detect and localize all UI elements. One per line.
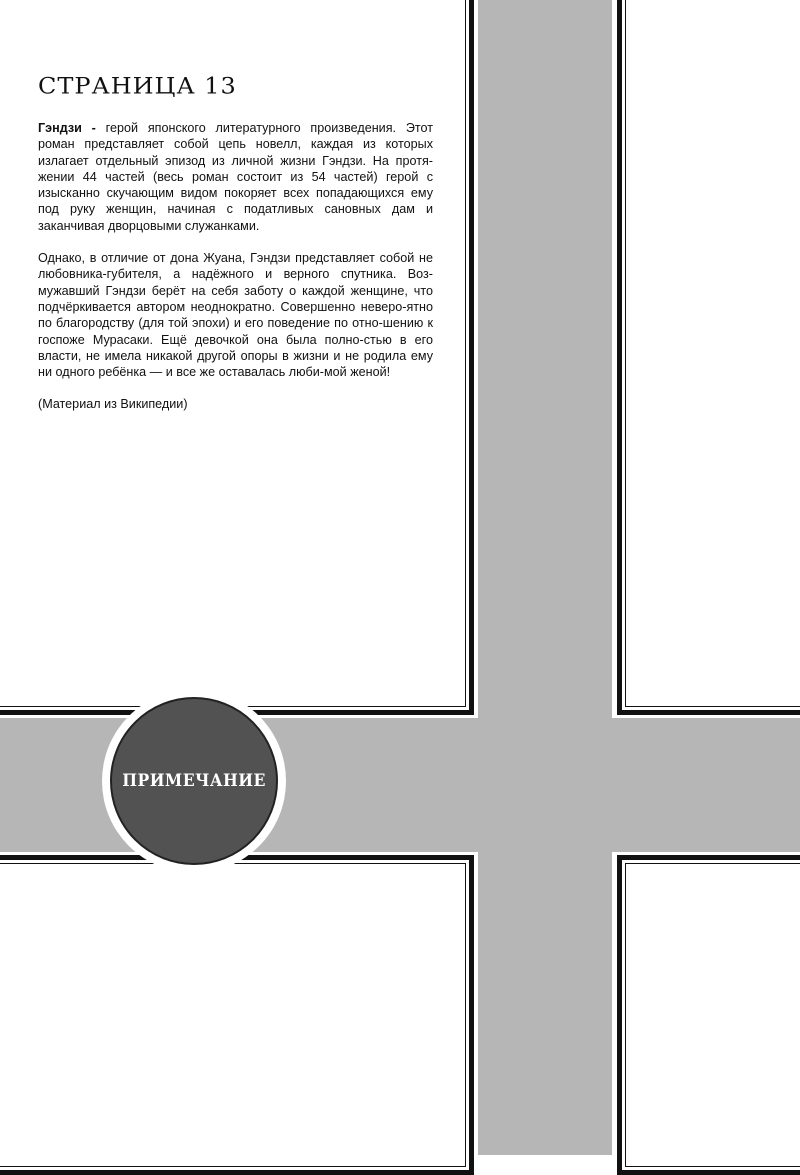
panel-top-right [617, 0, 800, 715]
note-block [38, 72, 433, 413]
note-paragraph-2: Однако, в отличие от дона Жуана, Гэндзи представляет собой не любовника-губителя, а надёжного и верного спутника. Воз-мужавший Гэндзи берёт на себя заботу о каждой женщине, что подчёркивается автором неоднократно. Совершенно неверо-ятно по благородству (для той эпохи) и его поведение по отно-шению к госпоже Мурасаки. Ещё девочкой она была полно-стью в его власти, не имела никакой другой опоры в жизни и не родила ему ни одного ребёнка — и все же оставалась люби-мой женой! [38, 251, 433, 380]
page-title: СТРАНИЦА 13 [38, 72, 237, 100]
panel-bottom-right [617, 855, 800, 1175]
note-source: (Материал из Википедии) [38, 397, 188, 412]
note-badge-circle [110, 697, 278, 865]
note-paragraph-1-text: герой японского литературного произведения. Этот роман представляет собой цепь новелл, каждая из которых излагает отдельный эпизод из личной жизни Гэндзи. На протя-жении 44 частей (весь роман состоит из 54 частей) герой с изысканно скучающим видом покоряет всех попадающихся ему под руку женщин, начиная с податливых сановных дам и заканчивая дворцовыми служанками. [38, 121, 433, 233]
note-paragraph-1 [38, 120, 433, 234]
panel-bottom-left [0, 855, 474, 1175]
note-badge [102, 689, 286, 873]
note-term: Гэндзи - [38, 121, 96, 135]
gray-vertical-band [478, 0, 612, 1155]
note-badge-label: ПРИМЕЧАНИЕ [122, 771, 266, 791]
